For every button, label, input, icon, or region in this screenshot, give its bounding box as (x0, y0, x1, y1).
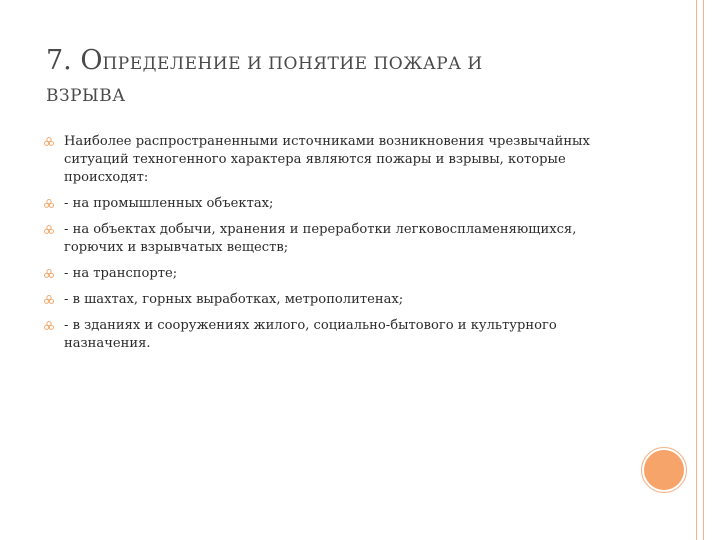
flower-bullet-icon (44, 269, 54, 279)
list-item (44, 195, 634, 213)
flower-bullet-icon (44, 199, 54, 209)
flower-bullet-icon (44, 225, 54, 235)
list-item (44, 265, 634, 283)
list-item (44, 133, 634, 187)
list-item-text: - на транспорте; (64, 266, 178, 281)
list-item-text: - в зданиях и сооружениях жилого, социально-бытового и культурного назначения. (64, 318, 557, 351)
list-item (44, 221, 634, 257)
flower-bullet-icon (44, 137, 54, 147)
frame-line (703, 0, 704, 540)
title-line-2: ВЗРЫВА (46, 86, 126, 106)
orange-circle-fill (644, 450, 684, 490)
list-item (44, 317, 634, 353)
bullet-list (44, 133, 634, 361)
title-first-letter: 7. О (46, 45, 103, 76)
slide-title (46, 38, 666, 114)
list-item-text: - на объектах добычи, хранения и переработки легковоспламеняющихся, горючих и взрывчатых веществ; (64, 222, 577, 255)
frame-line (696, 0, 697, 540)
title-line-1 (46, 38, 666, 78)
list-item-text: - в шахтах, горных выработках, метрополитенах; (64, 292, 404, 307)
flower-bullet-icon (44, 295, 54, 305)
title-rest: ПРЕДЕЛЕНИЕ И ПОНЯТИЕ ПОЖАРА И (102, 54, 483, 74)
list-item-text: Наиболее распространенными источниками возникновения чрезвычайных ситуаций техногенного характера являются пожары и взрывы, которые происходят: (64, 134, 590, 185)
list-item (44, 291, 634, 309)
list-item-text: - на промышленных объектах; (64, 196, 274, 211)
flower-bullet-icon (44, 321, 54, 331)
